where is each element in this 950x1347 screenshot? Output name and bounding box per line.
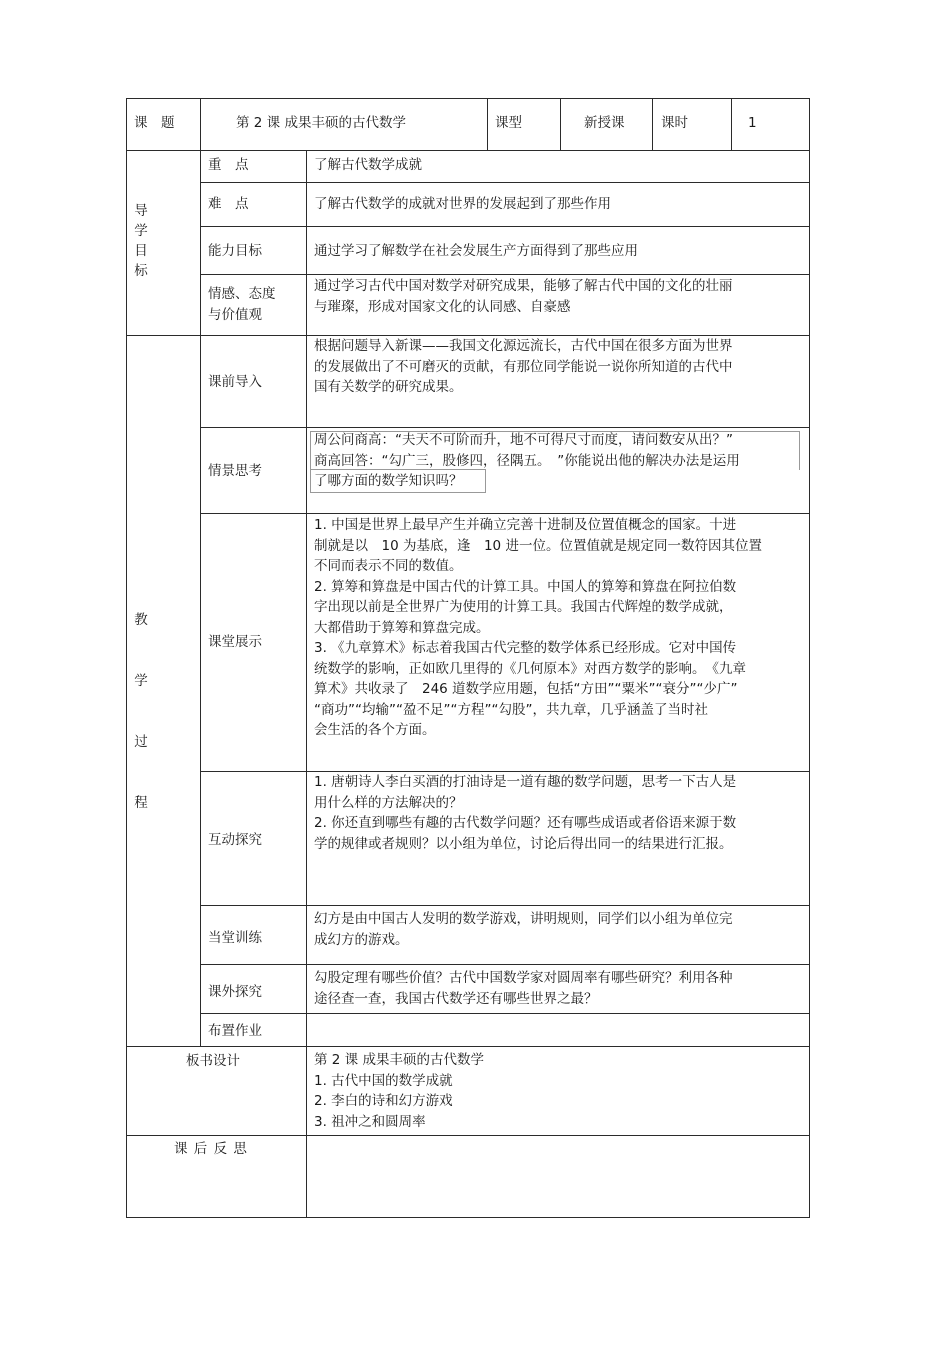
lead-in-content: 根据问题导入新课——我国文化源远流长，古代中国在很多方面为世界 的发展做出了不可磨灭的贡献，有那位同学能说一说你所知道的古代中 国有关数学的研究成果。 <box>314 338 733 395</box>
row-divider <box>200 964 810 965</box>
lead-in-label: 课前导入 <box>208 374 262 390</box>
values-goal-content: 通过学习古代中国对数学对研究成果，能够了解古代中国的文化的壮丽 与璀璨，形成对国家文化的认同感、自豪感 <box>314 278 733 315</box>
row-divider <box>126 1135 810 1136</box>
topic-label: 课 题 <box>134 115 175 131</box>
values-goal-label: 情感、态度 与价值观 <box>208 286 276 323</box>
table-right-border <box>809 98 810 1218</box>
row-divider <box>306 150 307 1218</box>
difficulty-label: 难 点 <box>208 196 249 212</box>
class-display-label: 课堂展示 <box>208 634 262 650</box>
in-class-practice-label: 当堂训练 <box>208 930 262 946</box>
class-display-content: 1. 中国是世界上最早产生并确立完善十进制及位置值概念的国家。十进 制就是以 10 为基底，逢 10 进一位。位置值就是规定同一数符因其位置 不同而表示不同的数值。 2. 算筹和算盘是中国古代的计算工具。中国人的算筹和算盘在阿拉伯数 字出现以前是全世界广为使用的计算工具。我国古代辉煌的数学成就， 大都借助于算筹和算盘完成。 3. 《九章算术》标志着我国古代完整的数学体系已经形成。它对中国传 统数学的影响，正如欧几里得的《几何原本》对西方数学的影响。 《九章 算术》共收录了 246 道数学应用题，包括“方田”“粟米”“衰分”“少广” “商功”“均输”“盈不足”“方程”“勾股”，共九章，几乎涵盖了当时社 会生活的各个方面。 <box>314 517 762 738</box>
key-point-label: 重 点 <box>208 157 249 173</box>
row-divider <box>200 1013 810 1014</box>
key-point-content: 了解古代数学成就 <box>314 157 422 173</box>
row-divider <box>731 98 732 150</box>
scenario-label: 情景思考 <box>208 463 262 479</box>
interactive-inquiry-label: 互动探究 <box>208 832 262 848</box>
row-divider <box>200 427 810 428</box>
ability-goal-label: 能力目标 <box>208 243 262 259</box>
row-divider <box>126 150 810 151</box>
in-class-practice-content: 幻方是由中国古人发明的数学游戏，讲明规则，同学们以小组为单位完 成幻方的游戏。 <box>314 911 733 948</box>
row-divider <box>652 98 653 150</box>
difficulty-content: 了解古代数学的成就对世界的发展起到了那些作用 <box>314 196 611 212</box>
extracurricular-inquiry-label: 课外探究 <box>208 984 262 1000</box>
ability-goal-content: 通过学习了解数学在社会发展生产方面得到了那些应用 <box>314 243 638 259</box>
row-divider <box>560 98 561 150</box>
table-left-border <box>126 98 127 1218</box>
board-design-content: 第 2 课 成果丰硕的古代数学 1. 古代中国的数学成就 2. 李白的诗和幻方游戏 3. 祖冲之和圆周率 <box>314 1052 484 1130</box>
hours-value: 1 <box>748 115 757 131</box>
scenario-content: 周公问商高：“夫天不可阶而升，地不可得尺寸而度，请问数安从出？” 商高回答：“勾广三，股修四，径隅五。 ”你能说出他的解决办法是运用 了哪方面的数学知识吗？ <box>314 432 740 489</box>
type-value: 新授课 <box>584 115 625 131</box>
row-divider <box>200 513 810 514</box>
hours-label: 课时 <box>661 115 688 131</box>
objectives-section-label: 导 学 目 标 <box>134 203 148 279</box>
topic-value: 第 2 课 成果丰硕的古代数学 <box>236 115 406 131</box>
interactive-inquiry-content: 1. 唐朝诗人李白买酒的打油诗是一道有趣的数学问题，思考一下古人是 用什么样的方法解决的？ 2. 你还直到哪些有趣的古代数学问题？还有哪些成语或者俗语来源于数 学的规律或者规则？以小组为单位，讨论后得出同一的结果进行汇报。 <box>314 774 737 852</box>
table-top-border <box>126 98 810 99</box>
row-divider <box>200 274 810 275</box>
board-design-label: 板书设计 <box>186 1053 240 1069</box>
homework-label: 布置作业 <box>208 1023 262 1039</box>
row-divider <box>200 98 201 150</box>
extracurricular-inquiry-content: 勾股定理有哪些价值？古代中国数学家对圆周率有哪些研究？利用各种 途径查一查，我国古代数学还有哪些世界之最？ <box>314 970 733 1007</box>
type-label: 课型 <box>495 115 522 131</box>
row-divider <box>200 150 201 1046</box>
row-divider <box>487 98 488 150</box>
row-divider <box>126 1046 810 1047</box>
row-divider <box>200 905 810 906</box>
row-divider <box>200 226 810 227</box>
table-bottom-border <box>126 1217 810 1218</box>
reflection-label: 课 后 反 思 <box>174 1141 248 1157</box>
row-divider <box>200 182 810 183</box>
process-section-label: 教 学 过 程 <box>134 612 148 811</box>
